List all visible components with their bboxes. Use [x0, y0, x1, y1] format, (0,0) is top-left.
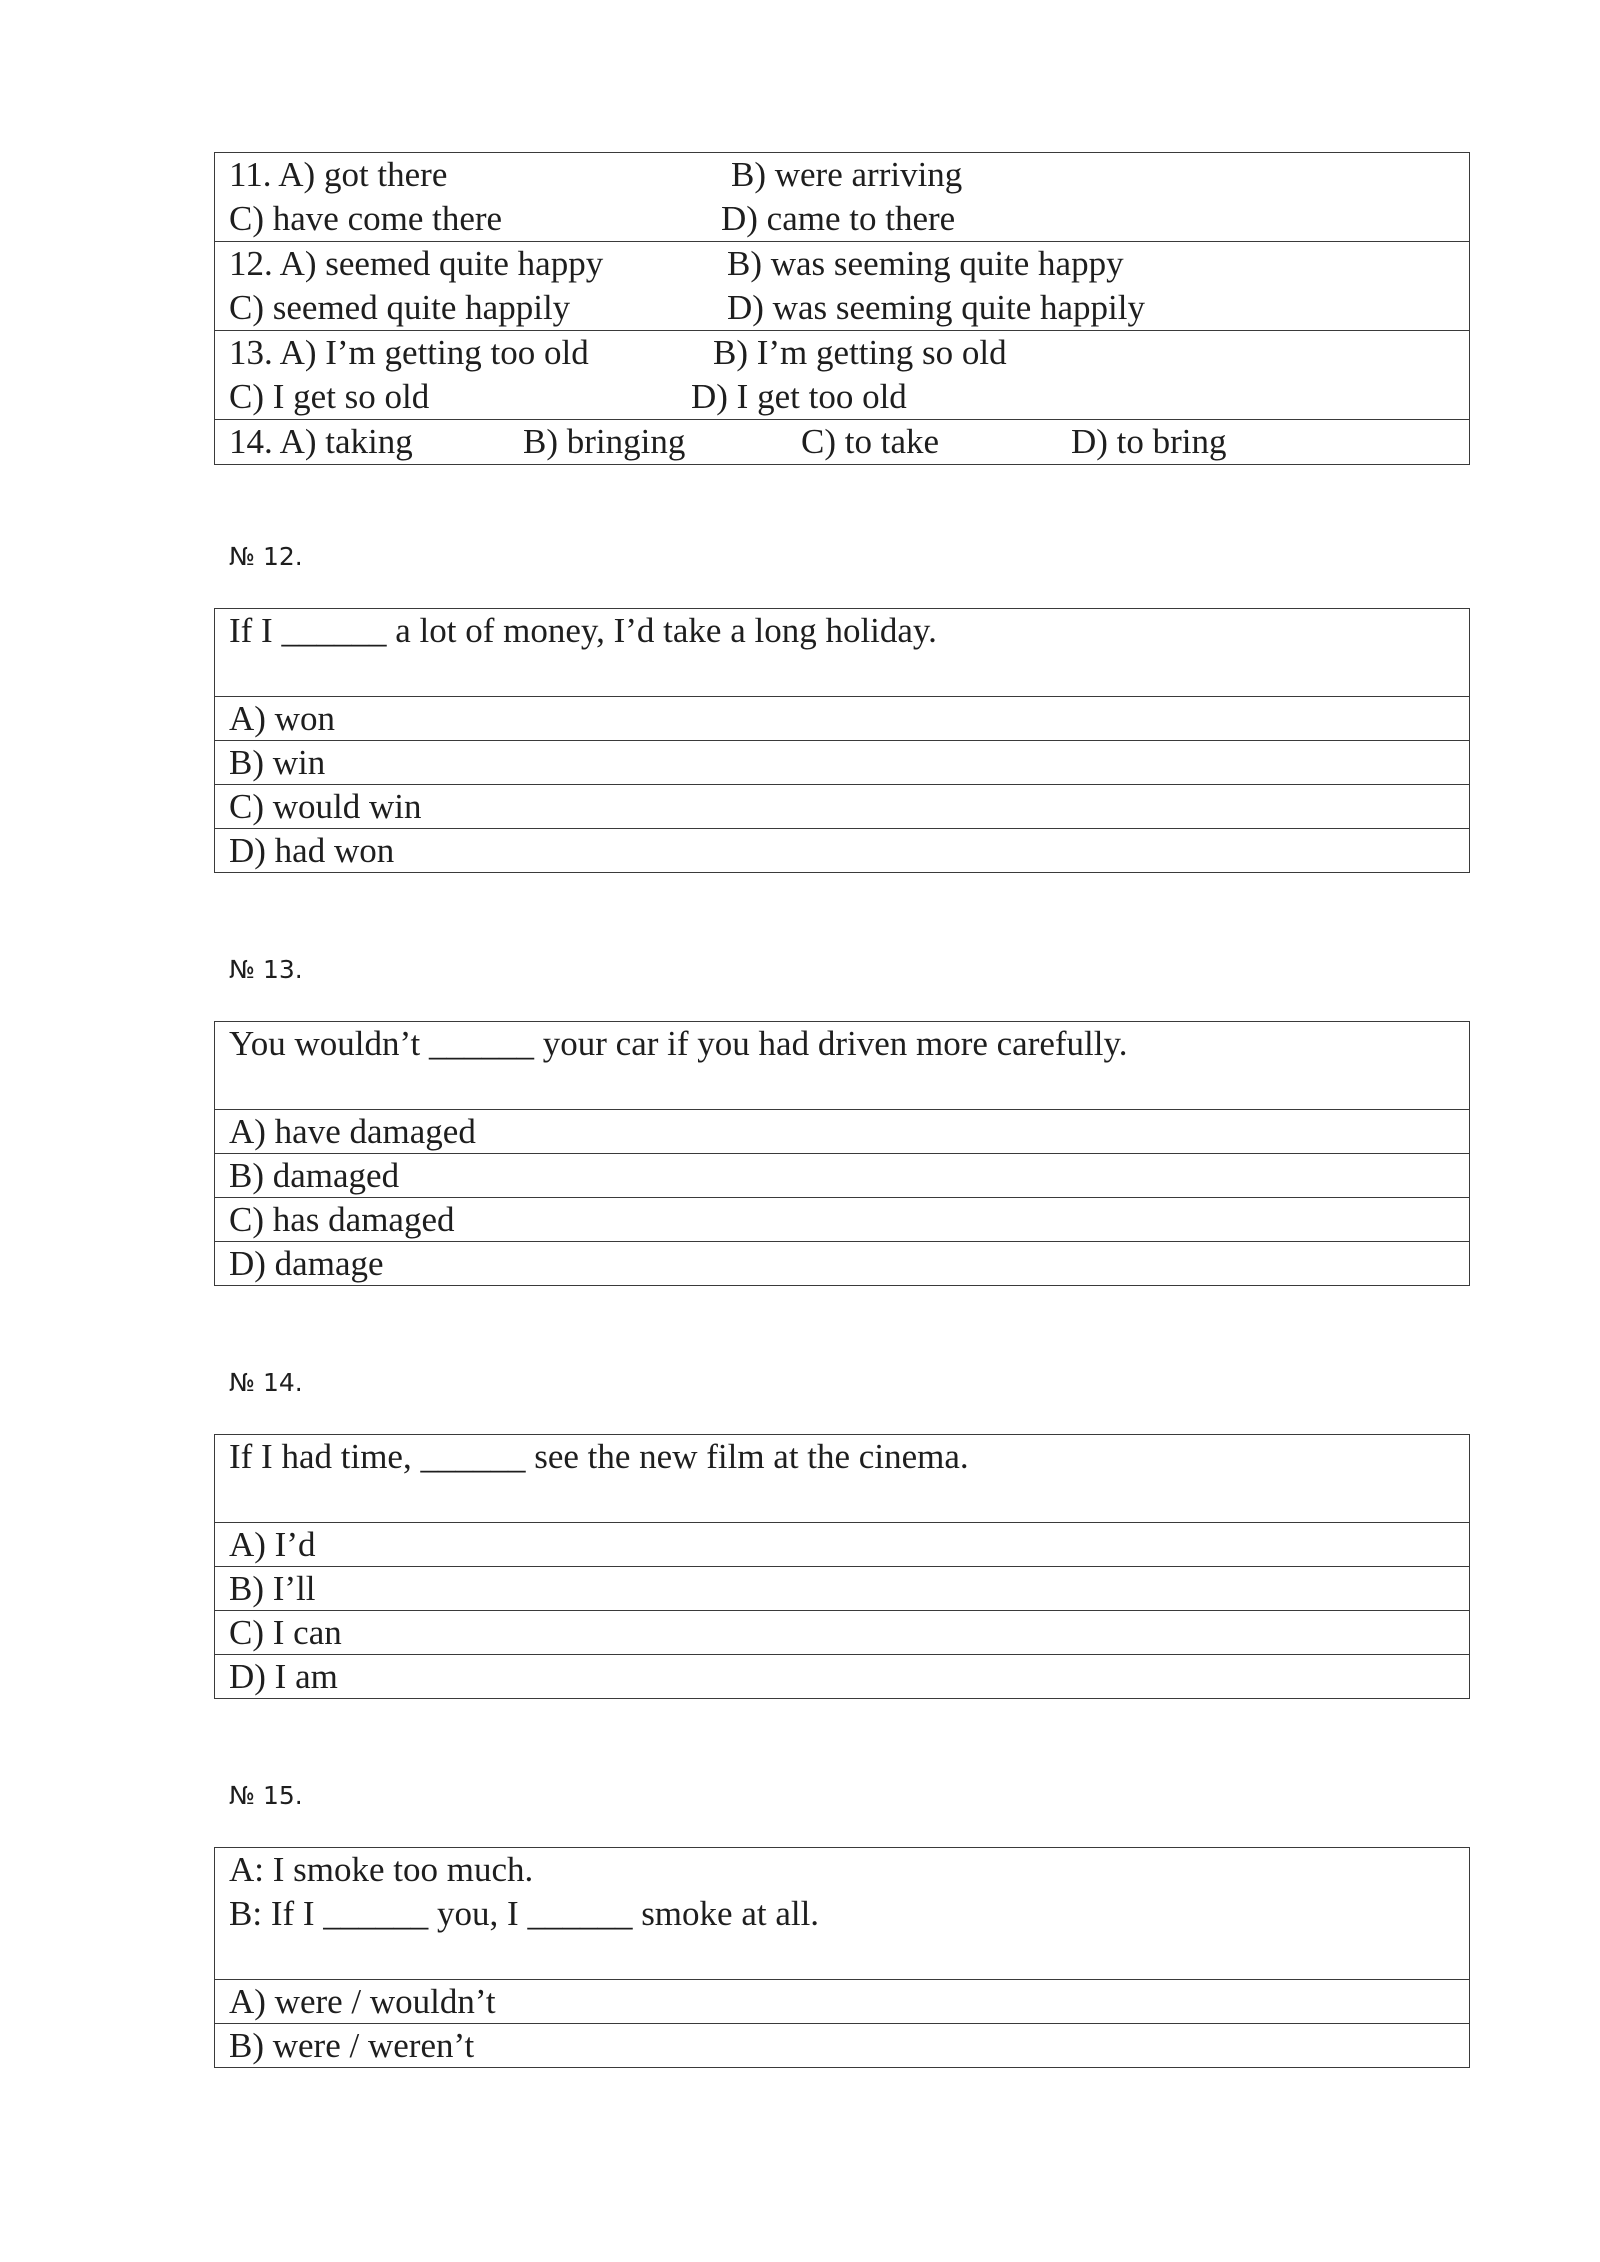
q12-option-a: 12. A) seemed quite happy: [229, 244, 604, 283]
q11-option-a: 11. A) got there: [229, 155, 448, 194]
exercise-14-option-c: C) I can: [215, 1610, 1469, 1654]
q14-option-d: D) to bring: [1071, 422, 1227, 461]
exercise-15-stem-row: [215, 1848, 1469, 1979]
q11-option-d: D) came to there: [721, 199, 956, 238]
q13-option-d: D) I get too old: [691, 377, 907, 416]
q14-option-c: C) to take: [801, 422, 940, 461]
question-14-row: [215, 419, 1469, 464]
exercise-12-stem: If I ______ a lot of money, I’d take a long holiday.: [229, 611, 937, 650]
q11-option-b: B) were arriving: [731, 155, 963, 194]
exercise-14-option-d: D) I am: [215, 1654, 1469, 1698]
exercise-13-stem: You wouldn’t ______ your car if you had driven more carefully.: [229, 1024, 1128, 1063]
q12-option-d: D) was seeming quite happily: [727, 288, 1145, 327]
q13-option-a: 13. A) I’m getting too old: [229, 333, 589, 372]
exercise-12-option-d: D) had won: [215, 828, 1469, 872]
q14-option-b: B) bringing: [523, 422, 686, 461]
q14-option-a: 14. A) taking: [229, 422, 413, 461]
exercise-14-option-b: B) I’ll: [215, 1566, 1469, 1610]
q13-option-c: C) I get so old: [229, 377, 430, 416]
q12-option-c: C) seemed quite happily: [229, 288, 571, 327]
exercise-12-table: [214, 608, 1470, 873]
exercise-12-number: № 12.: [229, 542, 303, 571]
exercise-15-option-b: B) were / weren’t: [215, 2023, 1469, 2067]
q13-option-b: B) I’m getting so old: [713, 333, 1007, 372]
exercise-14-stem-row: [215, 1435, 1469, 1522]
exercise-15-stem-line-1: A: I smoke too much.: [229, 1850, 534, 1889]
exercise-14-option-a: A) I’d: [215, 1522, 1469, 1566]
exercise-13-table: [214, 1021, 1470, 1286]
question-13-row: [215, 330, 1469, 419]
questions-11-14-table: [214, 152, 1470, 465]
exercise-13-option-b: B) damaged: [215, 1153, 1469, 1197]
exercise-12-option-a: A) won: [215, 696, 1469, 740]
question-12-row: [215, 241, 1469, 330]
exercise-15-stem-line-2: B: If I ______ you, I ______ smoke at all.: [229, 1894, 820, 1933]
exercise-13-stem-row: [215, 1022, 1469, 1109]
exercise-12-stem-row: [215, 609, 1469, 696]
exercise-15-number: № 15.: [229, 1781, 303, 1810]
exercise-15-option-a: A) were / wouldn’t: [215, 1979, 1469, 2023]
exercise-14-stem: If I had time, ______ see the new film at the cinema.: [229, 1437, 969, 1476]
exercise-12-option-b: B) win: [215, 740, 1469, 784]
exercise-13-option-d: D) damage: [215, 1241, 1469, 1285]
exercise-14-number: № 14.: [229, 1368, 303, 1397]
question-11-row: [215, 153, 1469, 241]
exercise-15-table: [214, 1847, 1470, 2068]
exercise-14-table: [214, 1434, 1470, 1699]
exercise-13-number: № 13.: [229, 955, 303, 984]
exercise-13-option-c: C) has damaged: [215, 1197, 1469, 1241]
exercise-12-option-c: C) would win: [215, 784, 1469, 828]
q11-option-c: C) have come there: [229, 199, 503, 238]
q12-option-b: B) was seeming quite happy: [727, 244, 1124, 283]
exercise-13-option-a: A) have damaged: [215, 1109, 1469, 1153]
